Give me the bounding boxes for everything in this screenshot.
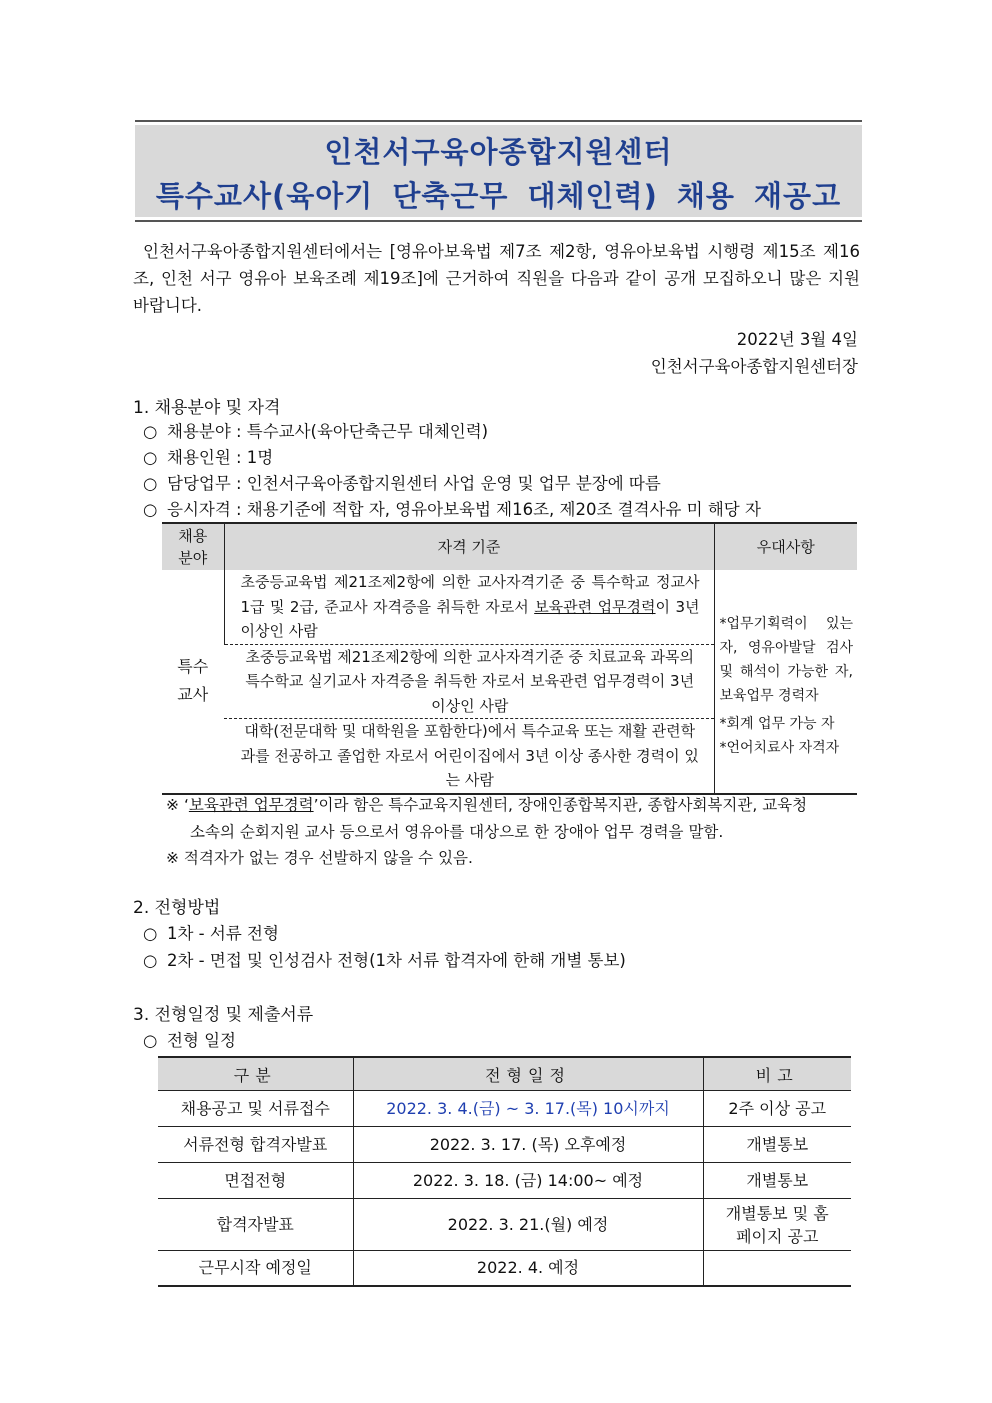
bullet-mark: ○	[143, 422, 158, 441]
header-qualification: 자격 기준	[224, 523, 714, 570]
pref-item: *업무기획력이 있는 자, 영유아발달 검사 및 해석이 가능한 자, 보육업무 경력자	[719, 616, 853, 705]
qualification-3: 대학(전문대학 및 대학원을 포함한다)에서 특수교육 또는 재활 관련학과를 전공하고 졸업한 자로서 어린이집에서 3년 이상 종사한 경력이 있는 사람	[240, 722, 699, 789]
note-2: ※ 적격자가 없는 경우 선발하지 않을 수 있음.	[166, 849, 473, 867]
cell-category: 면접전형	[158, 1163, 353, 1199]
bullet-mark: ○	[143, 1031, 158, 1050]
header-schedule: 전형일정	[353, 1057, 703, 1091]
bullet-item	[143, 496, 761, 520]
qualification-2: 초중등교육법 제21조제2항에 의한 교사자격기준 중 치료교육 과목의 특수학교 실기교사 자격증을 취득한 자로서 보육관련 업무경력이 3년 이상인 사람	[224, 644, 714, 719]
preference-cell	[714, 570, 857, 794]
cell-category: 합격자발표	[158, 1199, 353, 1251]
bullet-item	[143, 947, 626, 971]
cell-category: 근무시작 예정일	[158, 1251, 353, 1286]
table-header-row	[158, 1057, 851, 1091]
bullet-mark: ○	[143, 924, 158, 943]
schedule-table	[158, 1056, 851, 1287]
cell-remarks: 개별통보	[703, 1163, 851, 1199]
bullet-mark: ○	[143, 951, 158, 970]
field-cell: 특수 교사	[177, 657, 209, 705]
bullet-mark: ○	[143, 448, 158, 467]
title-line-2: 특수교사(육아기 단축근무 대체인력) 채용 재공고	[155, 179, 842, 213]
note-1-line2: 소속의 순회지원 교사 등으로서 영유아를 대상으로 한 장애아 업무 경력을 말함.	[190, 823, 724, 841]
bullet-text: 2차 - 면접 및 인성검사 전형(1차 서류 합격자에 한해 개별 통보)	[167, 951, 626, 970]
table-row	[158, 1091, 851, 1127]
qual-text-end: 이 3년 이상인 사람	[240, 597, 700, 640]
notice-issuer: 인천서구육아종합지원센터장	[650, 357, 858, 376]
header-remarks: 비고	[703, 1057, 851, 1091]
table-row	[158, 1163, 851, 1199]
bullet-mark: ○	[143, 500, 158, 519]
header-field: 채용 분야	[162, 523, 224, 570]
section3-title: 3. 전형일정 및 제출서류	[133, 1005, 314, 1025]
title-line-1: 인천서구육아종합지원센터	[324, 135, 673, 169]
title-banner	[135, 120, 862, 222]
table-row	[158, 1199, 851, 1251]
cell-category: 채용공고 및 서류접수	[158, 1091, 353, 1127]
bullet-mark: ○	[143, 474, 158, 493]
bullet-text: 1차 - 서류 전형	[167, 924, 279, 943]
bullet-item	[143, 470, 661, 494]
note-text: ’이라 함은 특수교육지원센터, 장애인종합복지관, 종합사회복지관, 교육청	[313, 796, 808, 814]
cell-schedule: 2022. 3. 17. (목) 오후예정	[353, 1127, 703, 1163]
qualification-1	[224, 570, 714, 644]
pref-item: *언어치료사 자격자	[719, 740, 840, 757]
header-preference: 우대사항	[714, 523, 857, 570]
bullet-text: 채용분야 : 특수교사(육아단축근무 대체인력)	[167, 422, 489, 441]
bullet-text: 전형 일정	[167, 1031, 237, 1050]
qual-underlined: 보육관련 업무경력	[534, 597, 656, 616]
section2-title: 2. 전형방법	[133, 898, 221, 918]
note-underlined: 보육관련 업무경력	[188, 796, 314, 814]
bullet-text: 담당업무 : 인천서구육아종합지원센터 사업 운영 및 업무 분장에 따름	[167, 474, 661, 493]
cell-remarks: 2주 이상 공고	[703, 1091, 851, 1127]
notice-date: 2022년 3월 4일	[736, 330, 858, 349]
table-row	[162, 570, 857, 644]
header-category: 구분	[158, 1057, 353, 1091]
intro-paragraph: 인천서구육아종합지원센터에서는 [영유아보육법 제7조 제2항, 영유아보육법 시행령 제15조 제16조, 인천 서구 영유아 보육조례 제19조]에 근거하여 직원을 다음과 같이 공개 모집하오니 많은 지원 바랍니다.	[133, 242, 860, 315]
note-1	[166, 793, 807, 815]
bullet-item	[143, 418, 488, 442]
cell-remarks: 개별통보 및 홈페이지 공고	[703, 1199, 851, 1251]
bullet-text: 채용인원 : 1명	[167, 448, 274, 467]
cell-schedule: 2022. 3. 18. (금) 14:00~ 예정	[353, 1163, 703, 1199]
pref-item: *회계 업무 가능 자	[719, 716, 835, 733]
qualification-table	[162, 522, 857, 795]
bullet-item	[143, 1027, 236, 1051]
bullet-item	[143, 920, 279, 944]
qual-text: 초중등교육법 제21조제2항에 의한 교사자격기준 중 특수학교 정교사 1급 및 2급, 준교사 자격증을 취득한 자로서	[240, 573, 700, 616]
cell-remarks: 개별통보	[703, 1127, 851, 1163]
bullet-text: 응시자격 : 채용기준에 적합 자, 영유아보육법 제16조, 제20조 결격사유 미 해당 자	[167, 500, 761, 519]
note-quote: ‘	[183, 796, 189, 814]
cell-schedule: 2022. 3. 4.(금) ~ 3. 17.(목) 10시까지	[353, 1091, 703, 1127]
cell-remarks	[703, 1251, 851, 1286]
table-row	[158, 1251, 851, 1286]
bullet-item	[143, 444, 273, 468]
cell-schedule: 2022. 3. 21.(월) 예정	[353, 1199, 703, 1251]
table-header-row	[162, 523, 857, 570]
note-mark: ※	[166, 796, 179, 814]
section1-title: 1. 채용분야 및 자격	[133, 398, 281, 418]
table-row	[158, 1127, 851, 1163]
cell-schedule: 2022. 4. 예정	[353, 1251, 703, 1286]
cell-category: 서류전형 합격자발표	[158, 1127, 353, 1163]
